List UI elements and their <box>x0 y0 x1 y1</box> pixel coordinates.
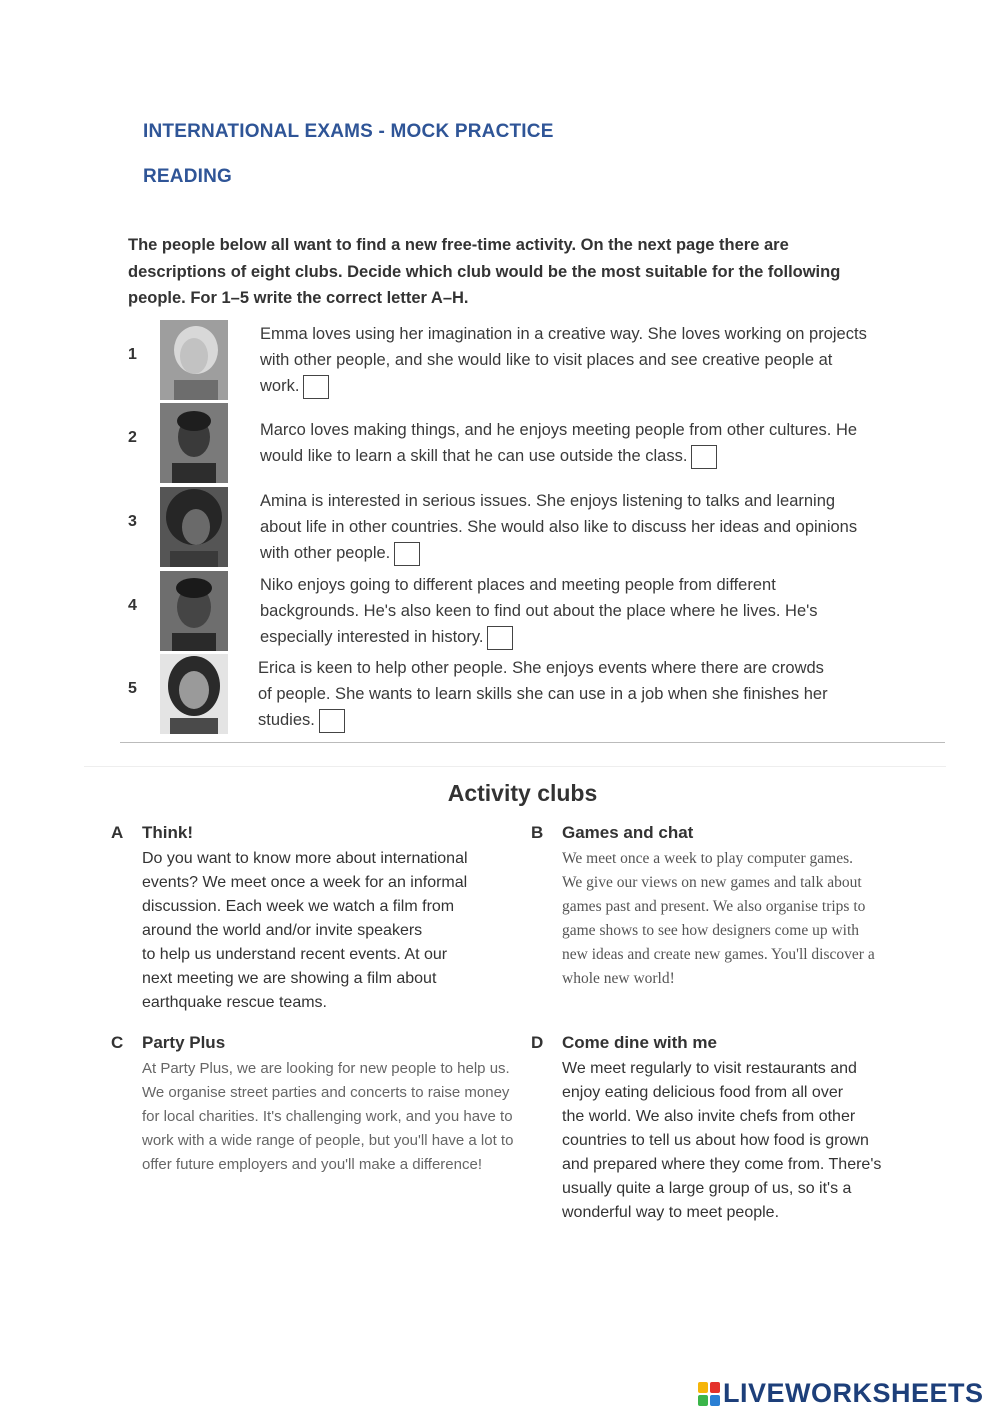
club-name: Come dine with me <box>562 1033 717 1052</box>
club-description: We meet once a week to play computer games. We give our views on new games and talk about games past and present. We also organise trips to game shows to see how designers come up with new ideas and create new games. You'll discover a whole new world! <box>562 850 875 987</box>
club-description: We meet regularly to visit restaurants and enjoy eating delicious food from all over the world. We also invite chefs from other countries to tell us about how food is grown and prepared where they come from. There's usually quite a large group of us, so it's a wonderful way to meet people. <box>562 1060 882 1221</box>
person-photo <box>160 571 228 651</box>
divider <box>120 742 945 743</box>
person-row: 4 Niko enjoys going to different places and meeting people from different backgrounds. He's also keen to find out about the place where he lives. He's especially interested in history. <box>128 571 928 651</box>
logo-mark-icon <box>698 1382 720 1406</box>
instructions: The people below all want to find a new free-time activity. On the next page there are descriptions of eight clubs. Decide which club would be the most suitable for the following people. For 1–5 write the correct letter A–H. <box>128 236 841 307</box>
answer-box[interactable] <box>394 542 420 566</box>
person-number: 4 <box>128 597 137 614</box>
club-name: Games and chat <box>562 823 694 842</box>
liveworksheets-logo[interactable] <box>698 1378 984 1409</box>
club-letter: D <box>531 1033 544 1052</box>
club-letter: A <box>111 823 124 842</box>
club-letter: C <box>111 1033 124 1052</box>
clubs-heading: Activity clubs <box>447 780 598 806</box>
answer-box[interactable] <box>319 709 345 733</box>
person-row: 2 Marco loves making things, and he enjoys meeting people from other cultures. He would like to learn a skill that he can use outside the class. <box>128 403 928 483</box>
answer-box[interactable] <box>487 626 513 650</box>
person-number: 5 <box>128 680 137 697</box>
person-row: 3 Amina is interested in serious issues. She enjoys listening to talks and learning about life in other countries. She would also like to discuss her ideas and opinions with other people. <box>128 487 928 567</box>
club-description: Do you want to know more about international events? We meet once a week for an informal discussion. Each week we watch a film from around the world and/or invite speakers to help us understand recent events. At our next meeting we are showing a film about earthquake rescue teams. <box>142 850 468 1011</box>
logo-text: LIVEWORKSHEETS <box>723 1378 984 1408</box>
section-title: READING <box>143 166 233 187</box>
person-row: 5 Erica is keen to help other people. She enjoys events where there are crowds of people. She wants to learn skills she can use in a job when she finishes her studies. <box>128 654 928 734</box>
answer-box[interactable] <box>303 375 329 399</box>
person-row: 1 Emma loves using her imagination in a creative way. She loves working on projects with other people, and she would like to visit places and see creative people at work. <box>128 320 928 400</box>
club-name: Think! <box>142 823 193 842</box>
page-title: INTERNATIONAL EXAMS - MOCK PRACTICE <box>143 121 554 142</box>
person-photo <box>160 403 228 483</box>
club-description: At Party Plus, we are looking for new people to help us. We organise street parties and concerts to raise money for local charities. It's challenging work, and you have to work with a wide range of people, but you'll have a lot to offer future employers and you'll make a difference! <box>142 1060 514 1173</box>
person-photo <box>160 320 228 400</box>
divider <box>84 766 946 767</box>
person-photo <box>160 487 228 567</box>
answer-box[interactable] <box>691 445 717 469</box>
person-number: 1 <box>128 346 137 363</box>
person-number: 3 <box>128 513 137 530</box>
person-number: 2 <box>128 429 137 446</box>
person-photo <box>160 654 228 734</box>
club-name: Party Plus <box>142 1033 226 1052</box>
club-letter: B <box>531 823 544 842</box>
